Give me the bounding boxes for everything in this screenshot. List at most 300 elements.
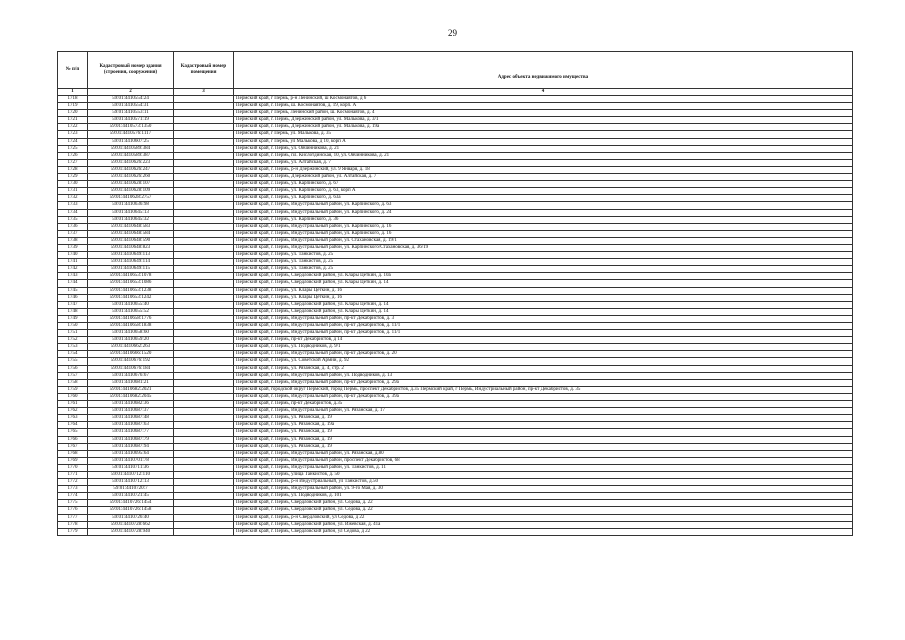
address-cell: Пермский край, г. Пермь, Свердловский район, ул. Клары Цеткин, д. 14 <box>234 280 853 287</box>
table-body <box>58 96 853 536</box>
table-row <box>58 159 853 166</box>
cadastral-building-cell: 59:01:4410712:13 <box>88 479 174 486</box>
header-cadastral-room: Кадастровый номер помещения <box>174 52 234 89</box>
cadastral-room-cell <box>174 188 234 195</box>
cadastral-room-cell <box>174 259 234 266</box>
table-row <box>58 443 853 450</box>
cadastral-building-cell: 59:01:4410655:40 <box>88 301 174 308</box>
row-number: 1742 <box>58 266 88 273</box>
row-number: 1762 <box>58 408 88 415</box>
address-cell: Пермский край, г. Пермь, ул. Рязанская, д. 19 <box>234 443 853 450</box>
address-cell: Пермский край, г. Пермь, Индустриальный район, ул. Стахановская, д. 19/1 <box>234 237 853 244</box>
address-cell: Пермский край, г. Пермь, пр-кт Декабристов, д 14 <box>234 337 853 344</box>
row-number: 1724 <box>58 138 88 145</box>
cadastral-building-cell: 59:01:4410553:11 <box>88 110 174 117</box>
address-cell: Пермский край, г. Пермь, Индустриальный район, проспект Декабристов, 68 <box>234 457 853 464</box>
table-row <box>58 301 853 308</box>
address-cell: Пермский край, г. Пермь, ул. Рязанская, д. 19 <box>234 415 853 422</box>
table-row <box>58 429 853 436</box>
cadastral-room-cell <box>174 145 234 152</box>
table-row <box>58 131 853 138</box>
row-number: 1754 <box>58 351 88 358</box>
cadastral-room-cell <box>174 365 234 372</box>
row-number: 1750 <box>58 323 88 330</box>
table-row <box>58 138 853 145</box>
cadastral-building-cell: 59:01:4410636:98 <box>88 202 174 209</box>
cadastral-room-cell <box>174 131 234 138</box>
table-row <box>58 486 853 493</box>
table-row <box>58 266 853 273</box>
cadastral-building-cell: 59:01:4410720:7 <box>88 486 174 493</box>
table-row <box>58 294 853 301</box>
address-cell: Пермский край, г. Пермь, Свердловский район, ул. Клары Цеткин, д. 14 <box>234 301 853 308</box>
row-number: 1720 <box>58 110 88 117</box>
cadastral-room-cell <box>174 287 234 294</box>
row-number: 1771 <box>58 471 88 478</box>
row-number: 1769 <box>58 457 88 464</box>
cadastral-room-cell <box>174 280 234 287</box>
cadastral-room-cell <box>174 216 234 223</box>
cadastral-building-cell: 59:01:4410687:77 <box>88 429 174 436</box>
address-cell: Пермский край, г. Пермь, Дзержинский район, ул. Малькова, д. 3/1 <box>234 117 853 124</box>
cadastral-building-cell: 59:01:4410676:192 <box>88 358 174 365</box>
cadastral-building-cell: 59:01:4410554:24 <box>88 96 174 103</box>
cadastral-building-cell: 59:01:4410628:107 <box>88 181 174 188</box>
cadastral-room-cell <box>174 479 234 486</box>
cadastral-building-cell: 59:01:4410666:1520 <box>88 351 174 358</box>
table-row <box>58 152 853 159</box>
cadastral-building-cell: 59:01:4410626:223 <box>88 159 174 166</box>
cadastral-room-cell <box>174 174 234 181</box>
cadastral-room-cell <box>174 237 234 244</box>
address-cell: Пермский край, г. Пермь, ул. Танкистов, д. 25 <box>234 266 853 273</box>
table-row <box>58 202 853 209</box>
table-row <box>58 174 853 181</box>
cadastral-room-cell <box>174 443 234 450</box>
table-row <box>58 358 853 365</box>
table-row <box>58 528 853 535</box>
row-number: 1741 <box>58 259 88 266</box>
cadastral-building-cell: 59:01:4410682:2021 <box>88 386 174 393</box>
cadastral-room-cell <box>174 209 234 216</box>
cadastral-building-cell: 59:01:4410726:40 <box>88 514 174 521</box>
address-cell: Пермский край, г. Пермь, р-н Свердловский, ул Седова, д 22 <box>234 514 853 521</box>
address-cell: Пермский край, г. Пермь, Индустриальный район, пр-кт Декабристов, д. 11/1 <box>234 323 853 330</box>
cadastral-building-cell: 59:01:4410645:13 <box>88 209 174 216</box>
cadastral-room-cell <box>174 372 234 379</box>
table-row <box>58 330 853 337</box>
cadastral-room-cell <box>174 330 234 337</box>
table-row <box>58 244 853 251</box>
cadastral-building-cell: 59:01:4410712:110 <box>88 471 174 478</box>
cadastral-building-cell: 59:01:4410658:60 <box>88 330 174 337</box>
address-cell: Пермский край, г. Пермь, Индустриальный район, ул. Рязанская, д.80 <box>234 450 853 457</box>
cadastral-room-cell <box>174 486 234 493</box>
address-cell: Пермский край, г. Пермь, р-н Дзержинский, ул. 9 Января, д. 18 <box>234 166 853 173</box>
table-row <box>58 514 853 521</box>
address-cell: Пермский край, г. Пермь, ул. Карпинского, д. 63а <box>234 195 853 202</box>
table-row <box>58 124 853 131</box>
cadastral-building-cell: 59:01:4410687:79 <box>88 436 174 443</box>
cadastral-building-cell: 59:01:4410662:263 <box>88 344 174 351</box>
header-address <box>234 52 853 89</box>
address-cell: Пермский край, г. Пермь, р-н Индустриальный, ул Танкистов, д.50 <box>234 479 853 486</box>
cadastral-building-cell: 59:01:4410721:45 <box>88 493 174 500</box>
address-cell: Пермский край, г. Пермь, ул. Карпинского, д. 67 <box>234 181 853 188</box>
address-cell: Пермский край, г. Пермь, Индустриальный район, ул. Подводников, д. 13 <box>234 372 853 379</box>
address-cell: Пермский край, г. Пермь, ул. Советской Армии, д. 92 <box>234 358 853 365</box>
table-row <box>58 188 853 195</box>
table-row <box>58 103 853 110</box>
row-number: 1772 <box>58 479 88 486</box>
table-row <box>58 223 853 230</box>
cadastral-room-cell <box>174 308 234 315</box>
table-row <box>58 372 853 379</box>
address-cell: Пермский край, г. Пермь, ул. Подводников, д. 101 <box>234 493 853 500</box>
cadastral-building-cell: 59:01:4410711:36 <box>88 464 174 471</box>
row-number: 1725 <box>58 145 88 152</box>
cadastral-building-cell: 59:01:4410648:584 <box>88 230 174 237</box>
address-cell: Пермский край, г Пермь, ул Малькова, д 10, корп А <box>234 138 853 145</box>
cadastral-building-cell: 59:01:4410648:823 <box>88 244 174 251</box>
cadastral-room-cell <box>174 457 234 464</box>
row-number: 1735 <box>58 216 88 223</box>
table-row <box>58 145 853 152</box>
table-row <box>58 386 853 393</box>
row-number: 1767 <box>58 443 88 450</box>
cadastral-room-cell <box>174 393 234 400</box>
address-cell: Пермский край, г. Пермь, ул. Рязанская, д. 19 <box>234 429 853 436</box>
table-row <box>58 287 853 294</box>
address-cell: Пермский край, г. Пермь, Свердловский район, ул. Клары Цеткин, д. 14 <box>234 308 853 315</box>
address-cell: Пермский край, г. Пермь, Индустриальный район, пр-кт Декабристов, д. 3 <box>234 315 853 322</box>
cadastral-building-cell: 59:01:4410687:48 <box>88 415 174 422</box>
cadastral-room-cell <box>174 344 234 351</box>
row-number: 1739 <box>58 244 88 251</box>
address-cell: Пермский край, г. Пермь, ул. Алтайская, д. 7 <box>234 159 853 166</box>
cadastral-building-cell: 59:01:4410645:32 <box>88 216 174 223</box>
address-cell: Пермский край, г. Пермь, ул. Рязанская, д. 19 <box>234 436 853 443</box>
address-cell: Пермский край, г. Пермь, ул. Овчинникова, д. 21 <box>234 145 853 152</box>
cadastral-building-cell: 59:01:4410682:2045 <box>88 393 174 400</box>
cadastral-building-cell: 59:01:4410728:940 <box>88 528 174 535</box>
address-cell: Пермский край, г. Пермь, Свердловский район, ул. Ижевская, д. 41а <box>234 521 853 528</box>
table-row <box>58 259 853 266</box>
table-row <box>58 365 853 372</box>
cadastral-building-cell: 59:01:4410573:1350 <box>88 124 174 131</box>
cadastral-building-cell: 59:01:4410589:387 <box>88 152 174 159</box>
cadastral-building-cell: 59:01:4410687:37 <box>88 408 174 415</box>
cadastral-building-cell: 59:01:4410695:64 <box>88 450 174 457</box>
table-row <box>58 393 853 400</box>
row-number: 1744 <box>58 280 88 287</box>
cadastral-room-cell <box>174 159 234 166</box>
header-row <box>58 52 853 89</box>
cadastral-room-cell <box>174 408 234 415</box>
table-row <box>58 216 853 223</box>
cadastral-building-cell: 59:01:4410571:19 <box>88 117 174 124</box>
address-cell: Пермский край, г. Пермь, Индустриальный район, пр-кт Декабристов, д. 29а <box>234 379 853 386</box>
column-number-row <box>58 89 853 96</box>
row-number: 1746 <box>58 294 88 301</box>
address-cell: Пермский край, г. Пермь, пл. Кислотдинская, 10, ул. Овчинникова, д. 21 <box>234 152 853 159</box>
row-number: 1733 <box>58 202 88 209</box>
row-number: 1727 <box>58 159 88 166</box>
address-cell: Пермский край, г. Пермь, ул. Рязанская, д. 19а <box>234 422 853 429</box>
cadastral-room-cell <box>174 202 234 209</box>
table-row <box>58 96 853 103</box>
cadastral-building-cell: 59:01:4410726:1454 <box>88 500 174 507</box>
table-row <box>58 166 853 173</box>
table-row <box>58 252 853 259</box>
address-cell: Пермский край, г. Пермь, Индустриальный район, пр-кт Декабристов, д. 11/1 <box>234 330 853 337</box>
cadastral-building-cell: 59:01:4410628:2757 <box>88 195 174 202</box>
row-number: 1766 <box>58 436 88 443</box>
table-row <box>58 493 853 500</box>
cadastral-room-cell <box>174 117 234 124</box>
cadastral-building-cell: 59:01:4410626:247 <box>88 166 174 173</box>
cadastral-building-cell: 59:01:4410701:78 <box>88 457 174 464</box>
table-row <box>58 237 853 244</box>
row-number: 1777 <box>58 514 88 521</box>
cadastral-room-cell <box>174 266 234 273</box>
row-number: 1729 <box>58 174 88 181</box>
row-number: 1779 <box>58 528 88 535</box>
row-number: 1743 <box>58 273 88 280</box>
row-number: 1756 <box>58 365 88 372</box>
cadastral-room-cell <box>174 244 234 251</box>
row-number: 1726 <box>58 152 88 159</box>
row-number: 1737 <box>58 230 88 237</box>
cadastral-room-cell <box>174 379 234 386</box>
row-number: 1748 <box>58 308 88 315</box>
row-number: 1775 <box>58 500 88 507</box>
cadastral-room-cell <box>174 415 234 422</box>
cadastral-building-cell: 59:01:4410576:1117 <box>88 131 174 138</box>
cadastral-building-cell: 59:01:4410728:662 <box>88 521 174 528</box>
cadastral-room-cell <box>174 103 234 110</box>
address-cell: Пермский край, г. Пермь, Индустриальный район, ул. 9-го Мая, д. 30 <box>234 486 853 493</box>
address-cell: Пермский край, г. Пермь, Индустриальный район, пр-кт Декабристов, д. 20 <box>234 351 853 358</box>
row-number: 1723 <box>58 131 88 138</box>
row-number: 1730 <box>58 181 88 188</box>
row-number: 1749 <box>58 315 88 322</box>
table-row <box>58 181 853 188</box>
row-number: 1757 <box>58 372 88 379</box>
address-cell: Пермский край, г Пермь, ул. Малькова, д. 35 <box>234 131 853 138</box>
table-row <box>58 280 853 287</box>
address-cell: Пермский край, г. Пермь, Индустриальный район, ул. Рязанская, д. 17 <box>234 408 853 415</box>
address-cell: Пермский край, г Пермь, р-н Ленинский, ш Космонавтов, д 6 <box>234 96 853 103</box>
cadastral-building-cell: 59:01:4410658:1776 <box>88 315 174 322</box>
row-number: 1776 <box>58 507 88 514</box>
address-cell: Пермский край, г. Пермь, улица Танкистов, д. 50 <box>234 471 853 478</box>
row-number: 1761 <box>58 401 88 408</box>
address-cell: Пермский край, г. Пермь, пр-кт Декабристов, д.35 <box>234 401 853 408</box>
cadastral-room-cell <box>174 351 234 358</box>
row-number: 1718 <box>58 96 88 103</box>
cadastral-building-cell: 59:01:4410681:21 <box>88 379 174 386</box>
cadastral-building-cell: 59:01:4410655:52 <box>88 308 174 315</box>
row-number: 1734 <box>58 209 88 216</box>
row-number: 1752 <box>58 337 88 344</box>
address-cell: Пермский край, городской округ Пермский, город Пермь, проспект Декабристов, д.35 Пермский край, г Пермь, Индустриальный район, пр-кт Декабристов, д. 35 <box>234 386 853 393</box>
cadastral-building-cell: 59:01:4410676:67 <box>88 372 174 379</box>
cadastral-room-cell <box>174 493 234 500</box>
cadastral-room-cell <box>174 323 234 330</box>
table-row <box>58 308 853 315</box>
header-num: № п/п <box>58 52 88 89</box>
row-number: 1755 <box>58 358 88 365</box>
cadastral-building-cell: 59:01:4410648:590 <box>88 237 174 244</box>
table-row <box>58 209 853 216</box>
table-row <box>58 315 853 322</box>
table-row <box>58 464 853 471</box>
cadastral-building-cell: 59:01:4410649:115 <box>88 266 174 273</box>
address-cell: Пермский край, г. Пермь, Индустриальный район, ул. Карпинского/Стахановская, д. 36/19 <box>234 244 853 251</box>
table-row <box>58 457 853 464</box>
row-number: 1778 <box>58 521 88 528</box>
address-cell: Пермский край, г. Пермь, ул. Клары Цеткин, д. 16 <box>234 294 853 301</box>
cadastral-room-cell <box>174 436 234 443</box>
row-number: 1738 <box>58 237 88 244</box>
address-cell: Пермский край, г. Пермь, Индустриальный район, ул. Карпинского, д. 24 <box>234 209 853 216</box>
row-number: 1732 <box>58 195 88 202</box>
row-number: 1770 <box>58 464 88 471</box>
row-number: 1763 <box>58 415 88 422</box>
row-number: 1731 <box>58 188 88 195</box>
cadastral-room-cell <box>174 500 234 507</box>
row-number: 1759 <box>58 386 88 393</box>
table-row <box>58 230 853 237</box>
cadastral-building-cell: 59:01:4410653:1238 <box>88 287 174 294</box>
address-cell: Пермский край, г. Пермь, Свердловский район, ул. Клары Цеткин, д. 10а <box>234 273 853 280</box>
cadastral-building-cell: 59:01:4410649:114 <box>88 259 174 266</box>
cadastral-room-cell <box>174 195 234 202</box>
row-number: 1722 <box>58 124 88 131</box>
cadastral-building-cell: 59:01:4410554:31 <box>88 103 174 110</box>
col-number-3: 3 <box>174 89 234 96</box>
cadastral-building-cell: 59:01:4410607:25 <box>88 138 174 145</box>
row-number: 1774 <box>58 493 88 500</box>
cadastral-room-cell <box>174 152 234 159</box>
row-number: 1751 <box>58 330 88 337</box>
row-number: 1747 <box>58 301 88 308</box>
property-register-table <box>57 51 853 536</box>
table-row <box>58 415 853 422</box>
cadastral-room-cell <box>174 110 234 117</box>
table-row <box>58 436 853 443</box>
col-number-2: 2 <box>88 89 174 96</box>
table-row <box>58 507 853 514</box>
cadastral-building-cell: 59:01:4410626:260 <box>88 174 174 181</box>
address-cell: Пермский край, г. Пермь, ул. Карпинского, д. 63, корп А <box>234 188 853 195</box>
cadastral-room-cell <box>174 252 234 259</box>
cadastral-building-cell: 59:01:4410653:1242 <box>88 294 174 301</box>
address-cell: Пермский край, г Пермь, Ленинский район, ш. Космонавтов, д. 4 <box>234 110 853 117</box>
address-cell: Пермский край, г. Пермь, Свердловский район, ул. Седова, д. 22 <box>234 500 853 507</box>
cadastral-room-cell <box>174 223 234 230</box>
cadastral-room-cell <box>174 507 234 514</box>
cadastral-building-cell: 59:01:4410658:1838 <box>88 323 174 330</box>
address-cell: Пермский край, г. Пермь, ул. Танкистов, д. 25 <box>234 259 853 266</box>
row-number: 1728 <box>58 166 88 173</box>
row-number: 1758 <box>58 379 88 386</box>
row-number: 1764 <box>58 422 88 429</box>
address-cell: Пермский край, г. Пермь, Индустриальный район, ул. Танкистов, д. 11 <box>234 464 853 471</box>
cadastral-room-cell <box>174 294 234 301</box>
table-row <box>58 323 853 330</box>
address-cell: Пермский край, г. Пермь, Индустриальный район, ул. Карпинского, д. 63 <box>234 202 853 209</box>
cadastral-room-cell <box>174 138 234 145</box>
table-row <box>58 273 853 280</box>
address-cell: Пермский край, г. Пермь, Свердловский район, ул Седова, д 22 <box>234 528 853 535</box>
table-row <box>58 110 853 117</box>
cadastral-building-cell: 59:01:4410628:109 <box>88 188 174 195</box>
cadastral-room-cell <box>174 273 234 280</box>
cadastral-building-cell: 59:01:4410659:20 <box>88 337 174 344</box>
address-cell: Пермский край, г. Пермь, ул. Подводников, д. 9/1 <box>234 344 853 351</box>
cadastral-building-cell: 59:01:4410589:384 <box>88 145 174 152</box>
header-cadastral-building: Кадастровый номер здания (строения, сооружения) <box>88 52 174 89</box>
cadastral-building-cell: 59:01:4410726:1458 <box>88 507 174 514</box>
table-row <box>58 500 853 507</box>
row-number: 1740 <box>58 252 88 259</box>
cadastral-room-cell <box>174 124 234 131</box>
cadastral-room-cell <box>174 230 234 237</box>
address-cell: Пермский край, г. Пермь, Дзержинский район, ул. Малькова, д. 19а <box>234 124 853 131</box>
table-row <box>58 471 853 478</box>
cadastral-room-cell <box>174 464 234 471</box>
table-row <box>58 379 853 386</box>
cadastral-room-cell <box>174 521 234 528</box>
header-address-label: Адрес объекта недвижимого имущества <box>497 75 589 80</box>
cadastral-building-cell: 59:01:4410682:36 <box>88 401 174 408</box>
cadastral-room-cell <box>174 96 234 103</box>
table-row <box>58 408 853 415</box>
cadastral-building-cell: 59:01:4410653:1078 <box>88 273 174 280</box>
address-cell: Пермский край, г. Пермь, ул. Клары Цеткин, д. 16 <box>234 287 853 294</box>
row-number: 1773 <box>58 486 88 493</box>
cadastral-room-cell <box>174 337 234 344</box>
row-number: 1745 <box>58 287 88 294</box>
page-number: 29 <box>448 28 457 38</box>
cadastral-room-cell <box>174 181 234 188</box>
row-number: 1721 <box>58 117 88 124</box>
cadastral-building-cell: 59:01:4410687:94 <box>88 443 174 450</box>
table-row <box>58 351 853 358</box>
cadastral-room-cell <box>174 358 234 365</box>
cadastral-room-cell <box>174 429 234 436</box>
cadastral-room-cell <box>174 301 234 308</box>
address-cell: Пермский край, г. Пермь, ул. Танкистов, д. 25 <box>234 252 853 259</box>
col-number-4: 4 <box>234 89 853 96</box>
table-row <box>58 337 853 344</box>
row-number: 1719 <box>58 103 88 110</box>
cadastral-room-cell <box>174 166 234 173</box>
cadastral-room-cell <box>174 450 234 457</box>
address-cell: Пермский край, г. Пермь, ул. Карпинского, д. 36 <box>234 216 853 223</box>
cadastral-room-cell <box>174 386 234 393</box>
address-cell: Пермский край, г. Пермь, Индустриальный район, пр-кт Декабристов, д. 39а <box>234 393 853 400</box>
row-number: 1765 <box>58 429 88 436</box>
address-cell: Пермский край, г. Пермь, ул. Рязанская, д. 4, стр. 2 <box>234 365 853 372</box>
col-number-1: 1 <box>58 89 88 96</box>
table-row <box>58 401 853 408</box>
row-number: 1760 <box>58 393 88 400</box>
row-number: 1736 <box>58 223 88 230</box>
cadastral-room-cell <box>174 514 234 521</box>
